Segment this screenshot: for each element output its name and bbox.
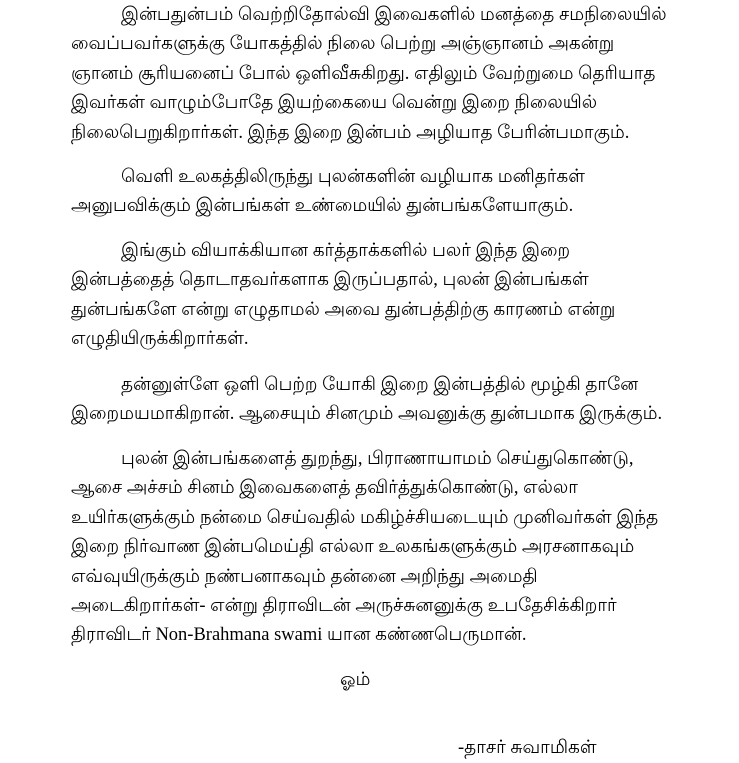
paragraph-line: புலன் இன்பங்களைத் துறந்து, பிராணாயாமம் செய்துகொண்டு, (121, 449, 634, 469)
paragraph-line: அடைகிறார்கள்- என்று திராவிடன் அருச்சுனனுக்கு உபதேசிக்கிறார் (71, 596, 617, 617)
paragraph-line: அனுபவிக்கும் இன்பங்கள் உண்மையில் துன்பங்களேயாகும். (71, 196, 574, 217)
paragraph-2 (71, 163, 585, 222)
paragraph-line: தன்னுள்ளே ஒளி பெற்ற யோகி இறை இன்பத்தில் மூழ்கி தானே (121, 375, 639, 395)
paragraph-line: துன்பங்களே என்று எழுதாமல் அவை துன்பத்திற்கு காரணம் என்று (71, 299, 616, 320)
paragraph-line: இவர்கள் வாழும்போதே இயற்கையை வென்று இறை நிலையில் (71, 93, 598, 114)
paragraph-line: இறைமயமாகிறான். ஆசையும் சினமும் அவனுக்கு துன்பமாக இருக்கும். (71, 404, 663, 425)
paragraph-line: எழுதியிருக்கிறார்கள். (71, 329, 249, 350)
paragraph-line: ஆசை அச்சம் சினம் இவைகளைத் தவிர்த்துக்கொண்டு, எல்லா (71, 478, 578, 499)
paragraph-5 (71, 445, 658, 651)
paragraph-line: வைப்பவர்களுக்கு யோகத்தில் நிலை பெற்று அஞ்ஞானம் அகன்று (71, 34, 615, 55)
paragraph-line: நிலைபெறுகிறார்கள். இந்த இறை இன்பம் அழியாத பேரின்பமாகும். (71, 122, 630, 143)
paragraph-line: இன்பதுன்பம் வெற்றிதோல்வி இவைகளில் மனத்தை சமநிலையில் (121, 5, 667, 25)
paragraph-line: திராவிடர் Non-Brahmana swami யான கண்ணபெருமான். (71, 625, 527, 646)
paragraph-line: இன்பத்தைத் தொடாதவர்களாக இருப்பதால், புலன் இன்பங்கள் (71, 270, 589, 291)
paragraph-line: ஞானம் சூரியனைப் போல் ஒளிவீசுகிறது. எதிலும் வேற்றுமை தெரியாத (71, 63, 656, 84)
paragraph-line: வெளி உலகத்திலிருந்து புலன்களின் வழியாக மனிதர்கள் (121, 167, 585, 187)
paragraph-4 (71, 371, 662, 430)
paragraph-line: இங்கும் வியாக்கியான கர்த்தாக்களில் பலர் இந்த இறை (121, 241, 571, 261)
paragraph-line: உயிர்களுக்கும் நன்மை செய்வதில் மகிழ்ச்சியடையும் முனிவர்கள் இந்த (71, 507, 659, 528)
om-symbol-text: ஓம் (340, 670, 371, 690)
signature: -தாசர் சுவாமிகள் (458, 738, 597, 758)
paragraph-3 (71, 237, 615, 355)
paragraph-line: எவ்வுயிருக்கும் நண்பனாகவும் தன்னை அறிந்து அமைதி (71, 566, 538, 587)
paragraph-1 (71, 1, 667, 148)
paragraph-line: இறை நிர்வாண இன்பமெய்தி எல்லா உலகங்களுக்கும் அரசனாகவும் (71, 537, 635, 558)
